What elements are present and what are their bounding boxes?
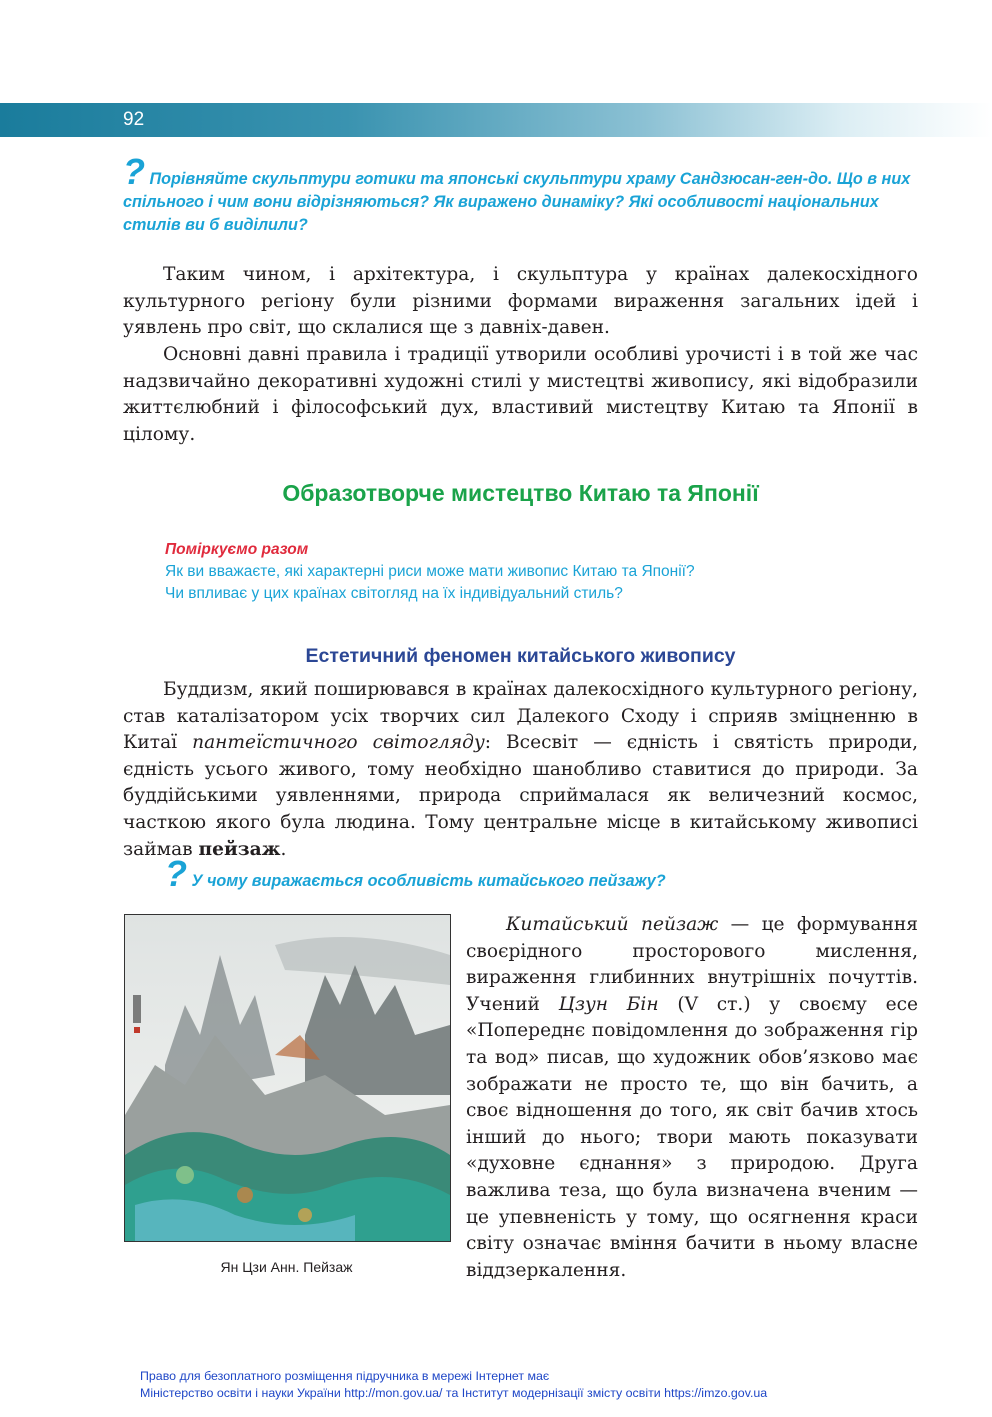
section-title: Образотворче мистецтво Китаю та Японії [282, 480, 759, 506]
paragraph-text: — це формування своєрідного просторового мислення, вираження глибинних внутрішніх почуттів. Учений [466, 914, 918, 1015]
think-together-box [165, 539, 885, 605]
footer-line: Право для безоплатного розміщення підручника в мережі Інтернет має [140, 1369, 550, 1383]
landscape-painting [124, 914, 451, 1242]
footer [140, 1368, 940, 1402]
think-together-question: Чи впливає у цих країнах світогляд на їх індивідуальний стиль? [165, 585, 623, 602]
painting-image [125, 915, 450, 1241]
question-block [123, 151, 918, 237]
question-block [165, 853, 865, 894]
paragraph: Таким чином, і архітектура, і скульптура у країнах далекосхідного культурного регіону були різними формами вираження загальних ідей і уявлень про світ, що склалися ще з давніх-давен. [123, 264, 918, 339]
paragraph [123, 677, 918, 863]
paragraph-text: Буддизм, який поширювався в країнах далекосхідного культурного регіону, став каталізатором усіх творчих сил Далекого Сходу і сприяв зміцненню в Китаї [123, 679, 918, 754]
paragraph-text: (V ст.) у своєму есе «Попереднє повідомлення до зображення гір та вод» писав, що художник обов’язково має зображати не просто те, що він бачить, а своє відношення до того, як світ бачив хтось інший до нього; твори мають показувати «духовне єднання» з природою. Друга важлива теза, що була визначена вченим — це упевненість у тому, що осягнення краси світу означає вміння бачити в ньому власне віддзеркалення. [466, 993, 918, 1281]
paragraph: Основні давні правила і традиції утворили особливі урочисті і в той же час надзвичайно декоративні художні стилі у мистецтві живопису, які відобразили життєлюбний і філософський дух, властивий мистецтву Китаю та Японії в цілому. [123, 344, 918, 445]
paragraph-text: . [280, 838, 287, 860]
page-number: 92 [123, 109, 145, 130]
think-together-question: Як ви вважаєте, які характерні риси може мати живопис Китаю та Японії? [165, 563, 695, 580]
question-mark-icon: ? [165, 853, 187, 894]
paragraph-text: : Всесвіт — єдність і святість природи, єдність усього живого, тому необхідно шанобливо ставитися до природи. За буддійськими уявленнями, природа сприймалася як величезний космос, часткою якого була людина. Тому центральне місце в китайському живописі займав [123, 732, 918, 860]
term-italic: Цзун Бін [558, 993, 659, 1015]
header-bar [0, 103, 992, 137]
think-together-title: Поміркуємо разом [165, 541, 309, 558]
term-bold: пейзаж [198, 838, 281, 860]
subsection-title: Естетичний феномен китайського живопису [305, 645, 736, 667]
question-text: Порівняйте скульптури готики та японські скульптури храму Сандзюсан-ген-до. Що в них спільного і чим вони відрізняються? Як виражено динаміку? Які особливості національних стилів ви б виділили? [123, 170, 911, 234]
paragraph [466, 912, 918, 1284]
question-mark-icon: ? [123, 151, 145, 192]
figure-caption: Ян Цзи Анн. Пейзаж [220, 1259, 353, 1275]
term-italic: пантеїстичного світогляду [192, 732, 485, 754]
term-italic: Китайський пейзаж [506, 914, 719, 935]
footer-line: Міністерство освіти і науки України http://mon.gov.ua/ та Інститут модернізації змісту освіти https://imzo.gov.ua [140, 1386, 768, 1400]
question-text: У чому виражається особливість китайського пейзажу? [191, 872, 666, 890]
